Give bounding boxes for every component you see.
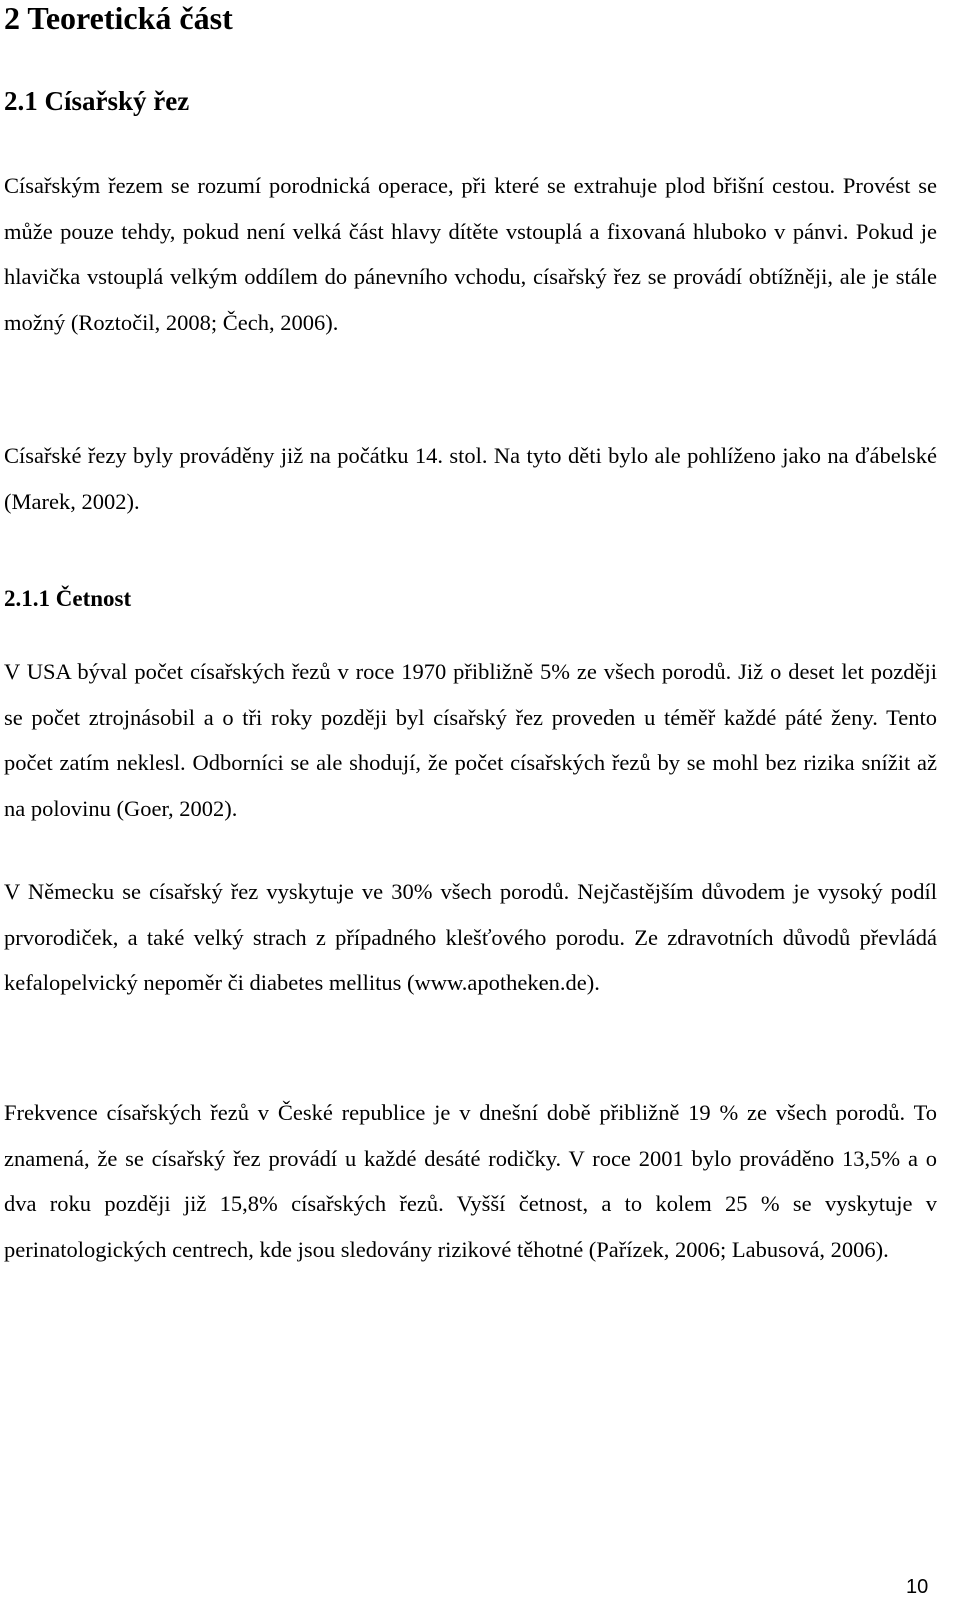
subsection-title: 2.1.1 Četnost (4, 586, 132, 611)
chapter-title: 2 Teoretická část (4, 0, 233, 36)
paragraph-cesarean-history: Císařské řezy byly prováděny již na počátku 14. stol. Na tyto děti bylo ale pohlíženo jako na ďábelské (Marek, 2002). (4, 443, 937, 514)
page-number: 10 (906, 1576, 929, 1598)
paragraph-usa-frequency: V USA býval počet císařských řezů v roce 1970 přibližně 5% ze všech porodů. Již o deset let později se počet ztrojnásobil a o tři roky později byl císařský řez proveden u téměř každé páté ženy. Tento počet zatím neklesl. Odborníci se ale shodují, že počet císařských řezů by se mohl bez rizika snížit až na polovinu (Goer, 2002). (4, 659, 937, 821)
paragraph-germany-frequency: V Německu se císařský řez vyskytuje ve 30% všech porodů. Nejčastějším důvodem je vysoký podíl prvorodiček, a také velký strach z případného klešťového porodu. Ze zdravotních důvodů převládá kefalopelvický nepoměr či diabetes mellitus (www.apotheken.de). (4, 879, 937, 995)
section-title: 2.1 Císařský řez (4, 86, 190, 116)
paragraph-czech-frequency: Frekvence císařských řezů v České republice je v dnešní době přibližně 19 % ze všech porodů. To znamená, že se císařský řez provádí u každé desáté rodičky. V roce 2001 bylo prováděno 13,5% a o dva roku později již 15,8% císařských řezů. Vyšší četnost, a to kolem 25 % se vyskytuje v perinatologických centrech, kde jsou sledovány rizikové těhotné (Pařízek, 2006; Labusová, 2006). (4, 1100, 937, 1262)
paragraph-cesarean-definition: Císařským řezem se rozumí porodnická operace, při které se extrahuje plod břišní cestou. Provést se může pouze tehdy, pokud není velká část hlavy dítěte vstouplá a fixovaná hluboko v pánvi. Pokud je hlavička vstouplá velkým oddílem do pánevního vchodu, císařský řez se provádí obtížněji, ale je stále možný (Roztočil, 2008; Čech, 2006). (4, 173, 937, 335)
